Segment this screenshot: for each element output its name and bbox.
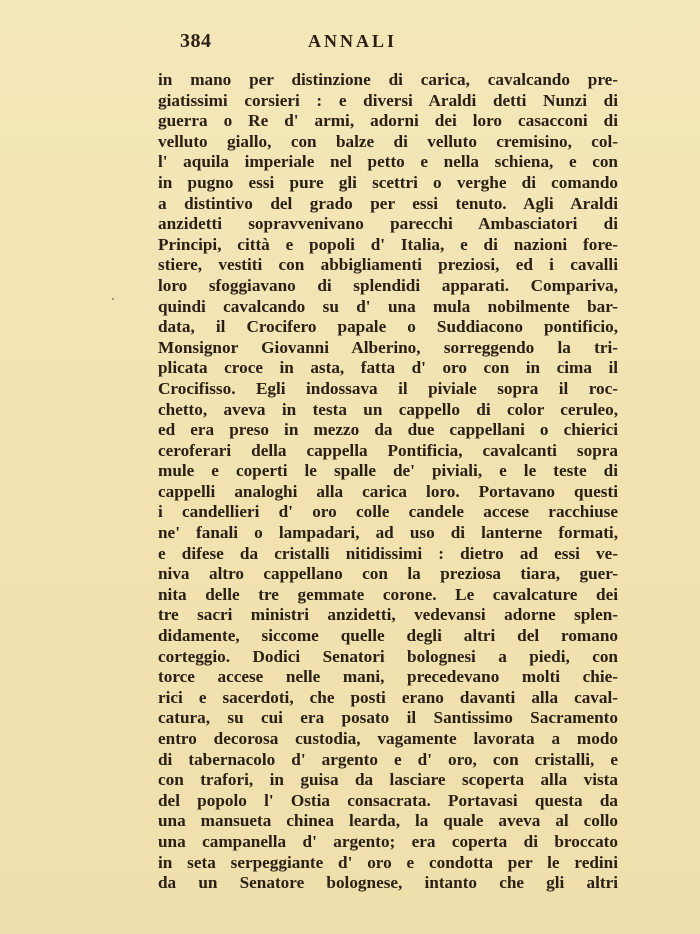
text-line: Monsignor Giovanni Alberino, sorreggendo la tri- bbox=[158, 337, 618, 357]
text-line: Principi, città e popoli d' Italia, e di nazioni fore- bbox=[158, 234, 618, 254]
text-line: cappelli analoghi alla carica loro. Portavano questi bbox=[158, 481, 618, 501]
text-line: una campanella d' argento; era coperta di broccato bbox=[158, 831, 618, 851]
text-line: a distintivo del grado per essi tenuto. Agli Araldi bbox=[158, 193, 618, 213]
text-line: anzidetti sopravvenivano parecchi Ambasciatori di bbox=[158, 214, 618, 234]
text-line: data, il Crocifero papale o Suddiacono pontificio, bbox=[158, 317, 618, 337]
body-text bbox=[158, 70, 618, 894]
text-line: in mano per distinzione di carica, cavalcando pre- bbox=[158, 70, 618, 89]
text-line: stiere, vestiti con abbigliamenti preziosi, ed i cavalli bbox=[158, 255, 618, 275]
text-line: in pugno essi pure gli scettri o verghe di comando bbox=[158, 172, 618, 192]
text-line: Crocifisso. Egli indossava il piviale sopra il roc- bbox=[158, 378, 618, 398]
text-line: una mansueta chinea learda, la quale aveva al collo bbox=[158, 811, 618, 831]
text-line: mule e coperti le spalle de' piviali, e le teste di bbox=[158, 461, 618, 481]
text-line: i candellieri d' oro colle candele accese racchiuse bbox=[158, 502, 618, 522]
text-line: quindi cavalcando su d' una mula nobilmente bar- bbox=[158, 296, 618, 316]
text-line: da un Senatore bolognese, intanto che gli altri bbox=[158, 873, 618, 893]
running-head: ANNALI bbox=[308, 31, 398, 51]
page-number: 384 bbox=[180, 30, 212, 52]
text-line: loro sfoggiavano di splendidi apparati. Compariva, bbox=[158, 275, 618, 295]
text-line: in seta serpeggiante d' oro e condotta per le redini bbox=[158, 852, 618, 872]
text-line: del popolo l' Ostia consacrata. Portavasi questa da bbox=[158, 790, 618, 810]
text-line: entro decorosa custodia, vagamente lavorata a modo bbox=[158, 729, 618, 748]
text-line: l' aquila imperiale nel petto e nella schiena, e con bbox=[158, 152, 618, 172]
margin-speck bbox=[112, 298, 114, 300]
text-line: corteggio. Dodici Senatori bolognesi a piedi, con bbox=[158, 646, 618, 666]
text-line: di tabernacolo d' argento e d' oro, con cristalli, e bbox=[158, 749, 618, 769]
text-line: e difese da cristalli nitidissimi : dietro ad essi ve- bbox=[158, 543, 618, 563]
text-line: giatissimi corsieri : e diversi Araldi detti Nunzi di bbox=[158, 90, 618, 110]
text-line: rici e sacerdoti, che posti erano davanti alla caval- bbox=[158, 687, 618, 707]
text-line: niva altro cappellano con la preziosa tiara, guer- bbox=[158, 564, 618, 584]
text-line: velluto giallo, con balze di velluto cremisino, col- bbox=[158, 131, 618, 151]
text-line: ceroferari della cappella Pontificia, cavalcanti sopra bbox=[158, 440, 618, 460]
text-line: torce accese nelle mani, precedevano molti chie- bbox=[158, 667, 618, 687]
text-line: catura, su cui era posato il Santissimo Sacramento bbox=[158, 708, 618, 728]
text-line: ed era preso in mezzo da due cappellani o chierici bbox=[158, 420, 618, 440]
text-line: plicata croce in asta, fatta d' oro con in cima il bbox=[158, 358, 618, 378]
text-line: ne' fanali o lampadari, ad uso di lanterne formati, bbox=[158, 523, 618, 543]
text-line: didamente, siccome quelle degli altri del romano bbox=[158, 626, 618, 646]
text-line: con trafori, in guisa da lasciare scoperta alla vista bbox=[158, 770, 618, 790]
text-line: tre sacri ministri anzidetti, vedevansi adorne splen- bbox=[158, 605, 618, 625]
text-line: guerra o Re d' armi, adorni dei loro casacconi di bbox=[158, 111, 618, 131]
text-line: chetto, aveva in testa un cappello di color ceruleo, bbox=[158, 399, 618, 419]
page-header bbox=[180, 30, 620, 60]
text-line: nita delle tre gemmate corone. Le cavalcature dei bbox=[158, 584, 618, 604]
